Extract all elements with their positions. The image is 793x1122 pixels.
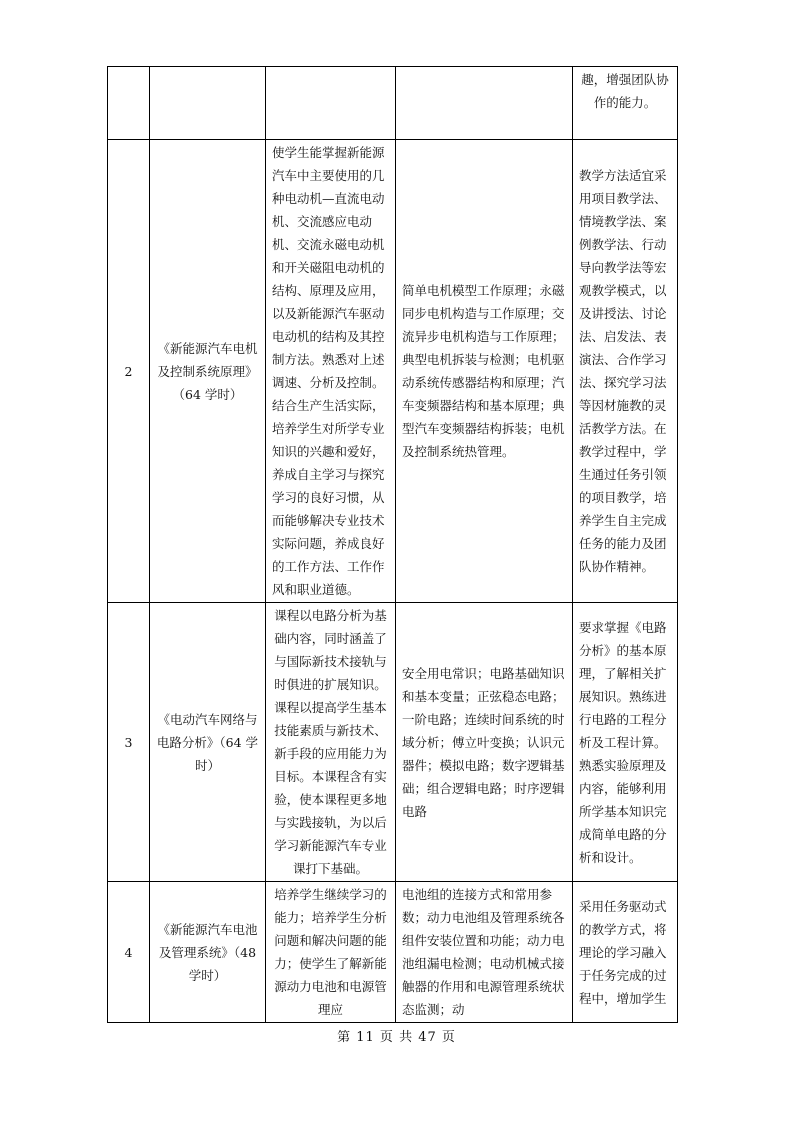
course-number-cell: 4 xyxy=(108,882,150,1023)
course-goal-cell: 使学生能掌握新能源汽车中主要使用的几种电动机—直流电动机、交流感应电动机、交流永磁电动机和开关磁阻电动机的结构、原理及应用，以及新能源汽车驱动电动机的结构及其控制方法。熟悉对上述调速、分析及控制。结合生产生活实际，培养学生对所学专业知识的兴趣和爱好，养成自主学习与探究学习的良好习惯，从而能够解决专业技术实际问题，养成良好的工作方法、工作作风和职业道德。 xyxy=(266,140,396,603)
course-goal-cell xyxy=(266,67,396,140)
teaching-method-cell: 要求掌握《电路分析》的基本原理，了解相关扩展知识。熟练进行电路的工程分析及工程计算。熟悉实验原理及内容，能够利用所学基本知识完成简单电路的分析和设计。 xyxy=(573,603,678,882)
course-content-cell xyxy=(396,67,573,140)
teaching-method-cell: 教学方法适宜采用项目教学法、情境教学法、案例教学法、行动导向教学法等宏观教学模式，以及讲授法、讨论法、启发法、表演法、合作学习法、探究学习法等因材施教的灵活教学方法。在教学过程中，学生通过任务引领的项目教学，培养学生自主完成任务的能力及团队协作精神。 xyxy=(573,140,678,603)
table-row xyxy=(108,67,678,140)
course-goal-cell: 培养学生继续学习的能力；培养学生分析问题和解决问题的能力；使学生了解新能源动力电池和电源管理应 xyxy=(266,882,396,1023)
course-name-cell: 《电动汽车网络与电路分析》（64 学时） xyxy=(150,603,266,882)
course-table xyxy=(107,66,678,1023)
course-content-cell: 简单电机模型工作原理；永磁同步电机构造与工作原理；交流异步电机构造与工作原理；典型电机拆装与检测；电机驱动系统传感器结构和原理；汽车变频器结构和基本原理；典型汽车变频器结构拆装；电机及控制系统热管理。 xyxy=(396,140,573,603)
teaching-method-cell: 趣，增强团队协作的能力。 xyxy=(573,67,678,140)
course-content-cell: 安全用电常识；电路基础知识和基本变量；正弦稳态电路；一阶电路；连续时间系统的时域分析；傅立叶变换；认识元器件；模拟电路；数字逻辑基础；组合逻辑电路；时序逻辑电路 xyxy=(396,603,573,882)
table-row xyxy=(108,603,678,882)
course-goal-cell: 课程以电路分析为基础内容，同时涵盖了与国际新技术接轨与时俱进的扩展知识。课程以提高学生基本技能素质与新技术、新手段的应用能力为目标。本课程含有实验，使本课程更多地与实践接轨，为以后学习新能源汽车专业课打下基础。 xyxy=(266,603,396,882)
course-name-cell: 《新能源汽车电机及控制系统原理》（64 学时） xyxy=(150,140,266,603)
course-number-cell xyxy=(108,67,150,140)
table-row xyxy=(108,882,678,1023)
teaching-method-cell: 采用任务驱动式的教学方式，将理论的学习融入于任务完成的过程中，增加学生 xyxy=(573,882,678,1023)
table-row xyxy=(108,140,678,603)
course-number-cell: 3 xyxy=(108,603,150,882)
course-content-cell: 电池组的连接方式和常用参数；动力电池组及管理系统各组件安装位置和功能；动力电池组漏电检测；电动机械式接触器的作用和电源管理系统状态监测；动 xyxy=(396,882,573,1023)
course-name-cell xyxy=(150,67,266,140)
course-number-cell: 2 xyxy=(108,140,150,603)
course-name-cell: 《新能源汽车电池及管理系统》（48 学时） xyxy=(150,882,266,1023)
page-footer: 第 11 页 共 47 页 xyxy=(337,1030,456,1045)
